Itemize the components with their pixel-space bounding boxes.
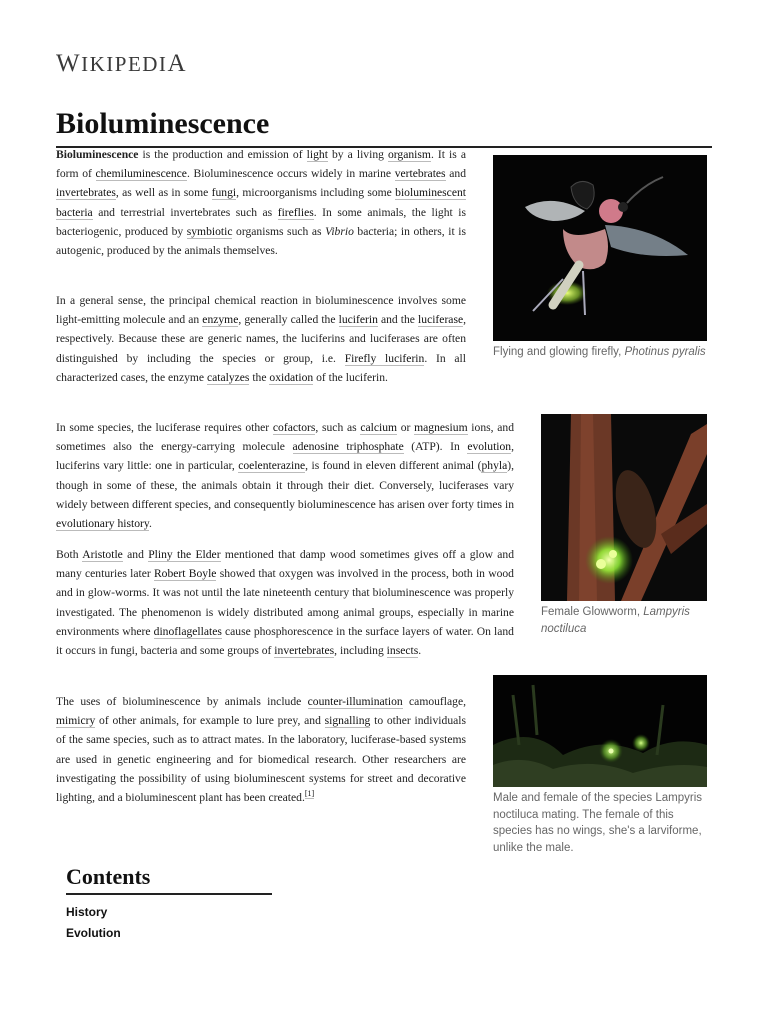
text: of the luciferin.: [313, 370, 388, 384]
link-bioluminescent-bacteria[interactable]: bioluminescent bacteria: [56, 186, 466, 219]
text: camouflage,: [402, 695, 467, 708]
text: . In some animals, the light is bacteriogenic, produced by: [56, 205, 466, 238]
caption-species: Lampyris noctiluca: [541, 606, 690, 635]
text: , respectively. Because these are generic names, the luciferins and luciferases are often distinguished by including the species or group, i.e.: [56, 313, 467, 365]
link-phyla[interactable]: phyla: [481, 459, 508, 473]
link-oxidation[interactable]: oxidation: [269, 370, 314, 384]
paragraph-chemistry: [56, 291, 466, 387]
figure-mating: [493, 675, 707, 856]
text: and: [122, 548, 149, 561]
link-evolution[interactable]: evolution: [467, 440, 512, 454]
reference-link-1[interactable]: [1]: [304, 789, 315, 799]
text: In some species, the luciferase requires other: [56, 421, 273, 434]
text: bacteria; in others, it is autogenic, produced by the animals themselves.: [56, 224, 466, 258]
text: .: [418, 644, 422, 658]
text: of other animals, for example to lure prey, and: [95, 714, 325, 728]
text: the: [249, 370, 270, 384]
link-invertebrates-2[interactable]: invertebrates: [274, 644, 335, 658]
link-vertebrates[interactable]: vertebrates: [394, 167, 446, 181]
text: ions, and sometimes also the energy-carrying molecule: [56, 421, 514, 454]
text: . It is a form of: [56, 148, 466, 181]
link-evolutionary-history[interactable]: evolutionary history: [56, 517, 149, 531]
firefly-image[interactable]: [493, 155, 707, 341]
link-fungi[interactable]: fungi: [211, 186, 237, 200]
link-coelenterazine[interactable]: coelenterazine: [238, 459, 306, 473]
link-calcium[interactable]: calcium: [360, 421, 398, 434]
caption-mating: Male and female of the species Lampyris noctiluca mating. The female of this species has no wings, she's a larviforme, unlike the male.: [493, 792, 703, 854]
text: or: [397, 421, 415, 434]
link-luciferase[interactable]: luciferase: [418, 313, 464, 327]
link-dinoflagellates[interactable]: dinoflagellates: [153, 624, 222, 638]
wordmark-first-letter: W: [56, 50, 82, 77]
paragraph-uses: [56, 692, 466, 807]
text: , microorganisms including some: [236, 186, 396, 200]
caption-glowworm: [541, 604, 707, 637]
toc-item-evolution[interactable]: Evolution: [66, 925, 121, 940]
link-luciferin[interactable]: luciferin: [338, 313, 378, 327]
link-counter-illumination[interactable]: counter-illumination: [307, 695, 403, 708]
text: organisms such as: [232, 224, 326, 238]
link-insects[interactable]: insects: [386, 644, 419, 658]
text: to other individuals of the same species, such as to attract mates. In the laboratory, luciferase-based systems are used in genetic engineering and for biomedical research. Other researchers are investigating the possibility of using bioluminescent systems for street and decorative lighting, and a bioluminescent plant has been created.: [56, 714, 466, 805]
term-bold: Bioluminescence: [56, 148, 139, 161]
link-magnesium[interactable]: magnesium: [414, 421, 468, 434]
link-aristotle[interactable]: Aristotle: [82, 548, 123, 561]
link-pliny-the-elder[interactable]: Pliny the Elder: [148, 548, 221, 561]
link-firefly-luciferin[interactable]: Firefly luciferin: [344, 351, 425, 365]
wikipedia-wordmark[interactable]: [56, 50, 187, 78]
figure-firefly: [493, 155, 707, 361]
contents-heading: Contents: [66, 864, 272, 895]
text: and the: [377, 313, 419, 327]
link-invertebrates[interactable]: invertebrates: [56, 186, 116, 200]
caption-text: Flying and glowing firefly,: [493, 346, 625, 358]
caption-text: Female Glowworm,: [541, 606, 644, 618]
link-light[interactable]: light: [306, 148, 328, 161]
page-title: Bioluminescence: [56, 106, 712, 148]
text: . Bioluminescence occurs widely in marine: [186, 167, 395, 181]
text: .: [148, 517, 152, 531]
link-robert-boyle[interactable]: Robert Boyle: [153, 567, 217, 581]
link-catalyzes[interactable]: catalyzes: [206, 370, 250, 384]
text: , is found in eleven different animal (: [305, 459, 482, 473]
text: , such as: [315, 421, 361, 434]
term-italic-vibrio: Vibrio: [325, 224, 354, 238]
text: and: [445, 167, 466, 181]
link-mimicry[interactable]: mimicry: [56, 714, 96, 728]
text: by a living: [327, 148, 388, 161]
mating-image[interactable]: [493, 675, 707, 787]
text: . In all characterized cases, the enzyme: [56, 351, 466, 384]
text: , luciferins vary little: one in particular,: [56, 440, 515, 473]
text: cause phosphorescence in the surface layers of water. On land it occurs in fungi, bacteria and some groups of: [56, 624, 514, 658]
text: showed that oxygen was involved in the process, both in wood and in glow-worms. It was not until the late nineteenth century that bioluminescence was properly investigated. The phenomenon is widely distributed among animal groups, especially in marine environments where: [56, 567, 514, 638]
text: In a general sense, the principal chemical reaction in bioluminescence involves some light-emitting molecule and an: [56, 294, 466, 327]
caption-firefly: [493, 344, 707, 361]
paragraph-cofactors: [56, 418, 514, 533]
toc-item-history[interactable]: History: [66, 905, 108, 919]
text: is the production and emission of: [138, 148, 307, 161]
paragraph-history: [56, 545, 514, 660]
wordmark-middle: IKIPEDI: [81, 52, 168, 76]
paragraph-intro: [56, 145, 466, 260]
link-enzyme[interactable]: enzyme: [202, 313, 239, 327]
text: ), though in some of these, the animals obtain it through their diet. Conversely, luciferases vary widely between different species, and consequently bioluminescence has arisen over forty times in: [56, 459, 514, 511]
glowworm-image[interactable]: [541, 414, 707, 601]
caption-species: Photinus pyralis: [624, 346, 706, 358]
link-cofactors[interactable]: cofactors: [272, 421, 316, 434]
link-adenosine-triphosphate[interactable]: adenosine triphosphate: [292, 440, 404, 454]
wordmark-last-letter: A: [167, 50, 187, 77]
text: , generally called the: [238, 313, 339, 327]
link-signalling[interactable]: signalling: [324, 714, 371, 728]
text: Both: [56, 548, 83, 561]
text: and terrestrial invertebrates such as: [92, 205, 278, 219]
link-symbiotic[interactable]: symbiotic: [186, 224, 233, 238]
text: The uses of bioluminescence by animals include: [56, 695, 308, 708]
link-chemiluminescence[interactable]: chemiluminescence: [95, 167, 187, 181]
text: (ATP). In: [403, 440, 468, 454]
text: mentioned that damp wood sometimes gives off a glow and many centuries later: [56, 548, 514, 581]
text: , including: [334, 644, 387, 658]
text: , as well as in some: [115, 186, 212, 200]
figure-glowworm: [541, 414, 707, 637]
table-of-contents: [66, 902, 121, 943]
link-fireflies[interactable]: fireflies: [277, 205, 314, 219]
link-organism[interactable]: organism: [387, 148, 431, 161]
